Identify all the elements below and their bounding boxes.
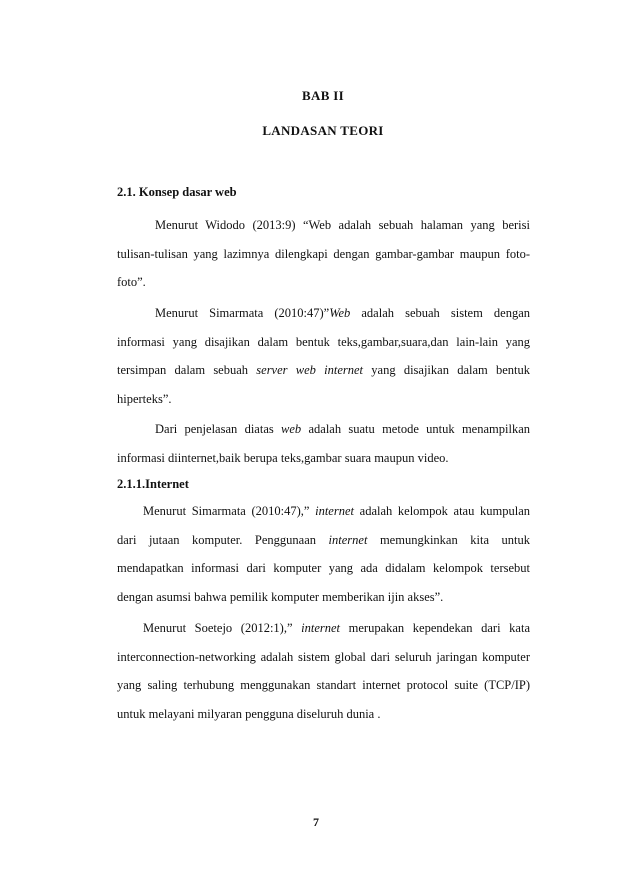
italic-term: web: [281, 422, 302, 436]
chapter-label: BAB II: [302, 88, 344, 103]
chapter-title: LANDASAN TEORI: [262, 123, 384, 138]
text-segment: Menurut Simarmata (2010:47),”: [143, 504, 316, 518]
paragraph-soetejo: [117, 614, 530, 728]
italic-term: Web: [329, 306, 351, 320]
italic-term: internet: [301, 621, 341, 635]
text-segment: merupakan kependekan dari kata interconnection-networking adalah sistem global dari seluruh jaringan komputer yang saling terhubung menggunakan standart internet protocol suite (TCP/IP) untuk melayani milyaran pengguna diseluruh dunia .: [117, 621, 530, 721]
paragraph-penjelasan: [117, 415, 530, 472]
text-segment: Dari penjelasan diatas: [155, 422, 282, 436]
text-segment: yang disajikan dalam bentuk hiperteks”.: [117, 363, 530, 406]
italic-term: internet: [315, 504, 354, 518]
text-segment: memungkinkan kita untuk mendapatkan informasi dari komputer yang ada didalam kelompok tersebut dengan asumsi bahwa pemilik komputer memberikan ijin akses”.: [117, 532, 530, 604]
text-segment: adalah kelompok atau kumpulan dari jutaan komputer. Penggunaan: [117, 504, 530, 547]
section-heading-konsep-dasar-web: 2.1. Konsep dasar web: [117, 185, 237, 199]
paragraph-simarmata-internet: [117, 497, 530, 611]
section-heading-internet: 2.1.1.Internet: [117, 477, 189, 491]
paragraph-simarmata-web: [117, 299, 530, 413]
paragraph-widodo: Menurut Widodo (2013:9) “Web adalah sebuah halaman yang berisi tulisan-tulisan yang lazimnya dilengkapi dengan gambar-gambar maupun foto-foto”.: [117, 218, 530, 289]
page-number: 7: [313, 815, 319, 829]
text-segment: adalah sebuah sistem dengan informasi yang disajikan dalam bentuk teks,gambar,suara,dan lain-lain yang tersimpan dalam sebuah: [117, 306, 531, 377]
text-segment: Menurut Soetejo (2012:1),”: [143, 621, 302, 635]
text-segment: Menurut Simarmata (2010:47)”: [155, 306, 330, 320]
italic-term: internet: [328, 532, 368, 547]
italic-term: server web internet: [256, 363, 364, 377]
text-segment: adalah suatu metode untuk menampilkan informasi diinternet,baik berupa teks,gambar suara maupun video.: [117, 422, 530, 465]
